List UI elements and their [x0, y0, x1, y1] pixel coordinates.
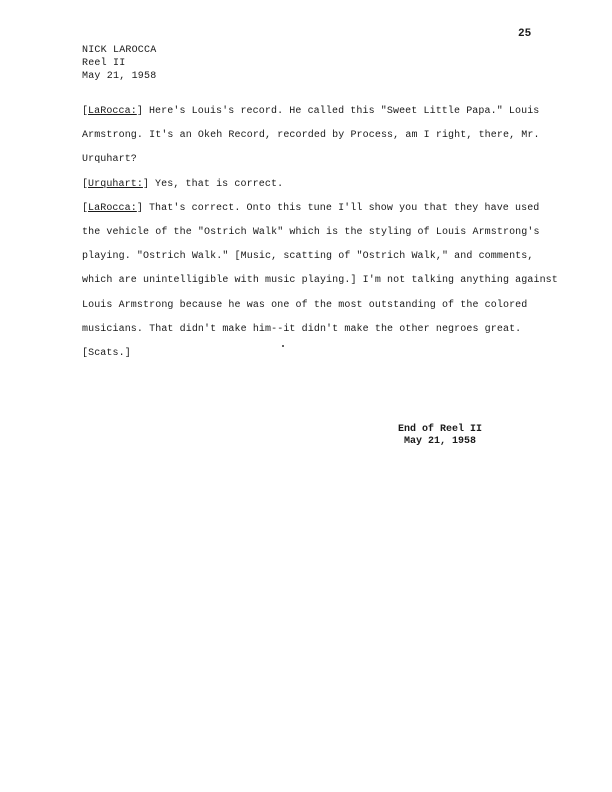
- transcript-line: [82, 203, 542, 227]
- speaker-label-urquhart: Urquhart:: [88, 178, 143, 190]
- interview-date: May 21, 1958: [82, 71, 157, 82]
- bracket-open: [: [82, 106, 89, 117]
- bracket-close: ]: [136, 202, 143, 214]
- document-header: [82, 44, 156, 83]
- bracket-open: [: [82, 178, 89, 190]
- transcript-line: Armstrong. It's an Okeh Record, recorded by Process, am I right, there, Mr.: [82, 130, 540, 142]
- transcript-line: [82, 179, 542, 203]
- bracket-close: ]: [142, 178, 149, 190]
- transcript-line: [Scats.]: [82, 347, 131, 359]
- transcript-body: [82, 106, 558, 372]
- end-of-reel-label: End of Reel II: [398, 424, 483, 435]
- speaker-label-larocca: LaRocca:: [88, 202, 137, 214]
- speaker-label-larocca: LaRocca:: [88, 106, 137, 117]
- bracket-open: [: [82, 202, 89, 214]
- end-of-reel-block: [398, 424, 482, 448]
- page-number: 25: [518, 28, 532, 40]
- transcript-line: musicians. That didn't make him--it didn't make the other negroes great.: [82, 323, 522, 335]
- transcript-line: Urquhart?: [82, 154, 137, 166]
- transcript-line: Louis Armstrong because he was one of the most outstanding of the colored: [82, 299, 528, 311]
- transcript-line: the vehicle of the "Ostrich Walk" which is the styling of Louis Armstrong's: [82, 226, 540, 238]
- ink-speck: [282, 345, 284, 347]
- transcript-line: [82, 106, 542, 130]
- transcript-text: Here's Louis's record. He called this "Sweet Little Papa." Louis: [142, 106, 540, 117]
- interviewee-name: NICK LAROCCA: [82, 45, 157, 56]
- bracket-close: ]: [136, 106, 143, 117]
- reel-label: Reel II: [82, 58, 126, 69]
- transcript-text: Yes, that is correct.: [148, 178, 284, 190]
- transcript-line: which are unintelligible with music playing.] I'm not talking anything against: [82, 275, 558, 287]
- transcript-line: playing. "Ostrich Walk." [Music, scatting of "Ostrich Walk," and comments,: [82, 251, 534, 263]
- transcript-text: That's correct. Onto this tune I'll show you that they have used: [142, 202, 540, 214]
- end-of-reel-date: May 21, 1958: [404, 436, 477, 447]
